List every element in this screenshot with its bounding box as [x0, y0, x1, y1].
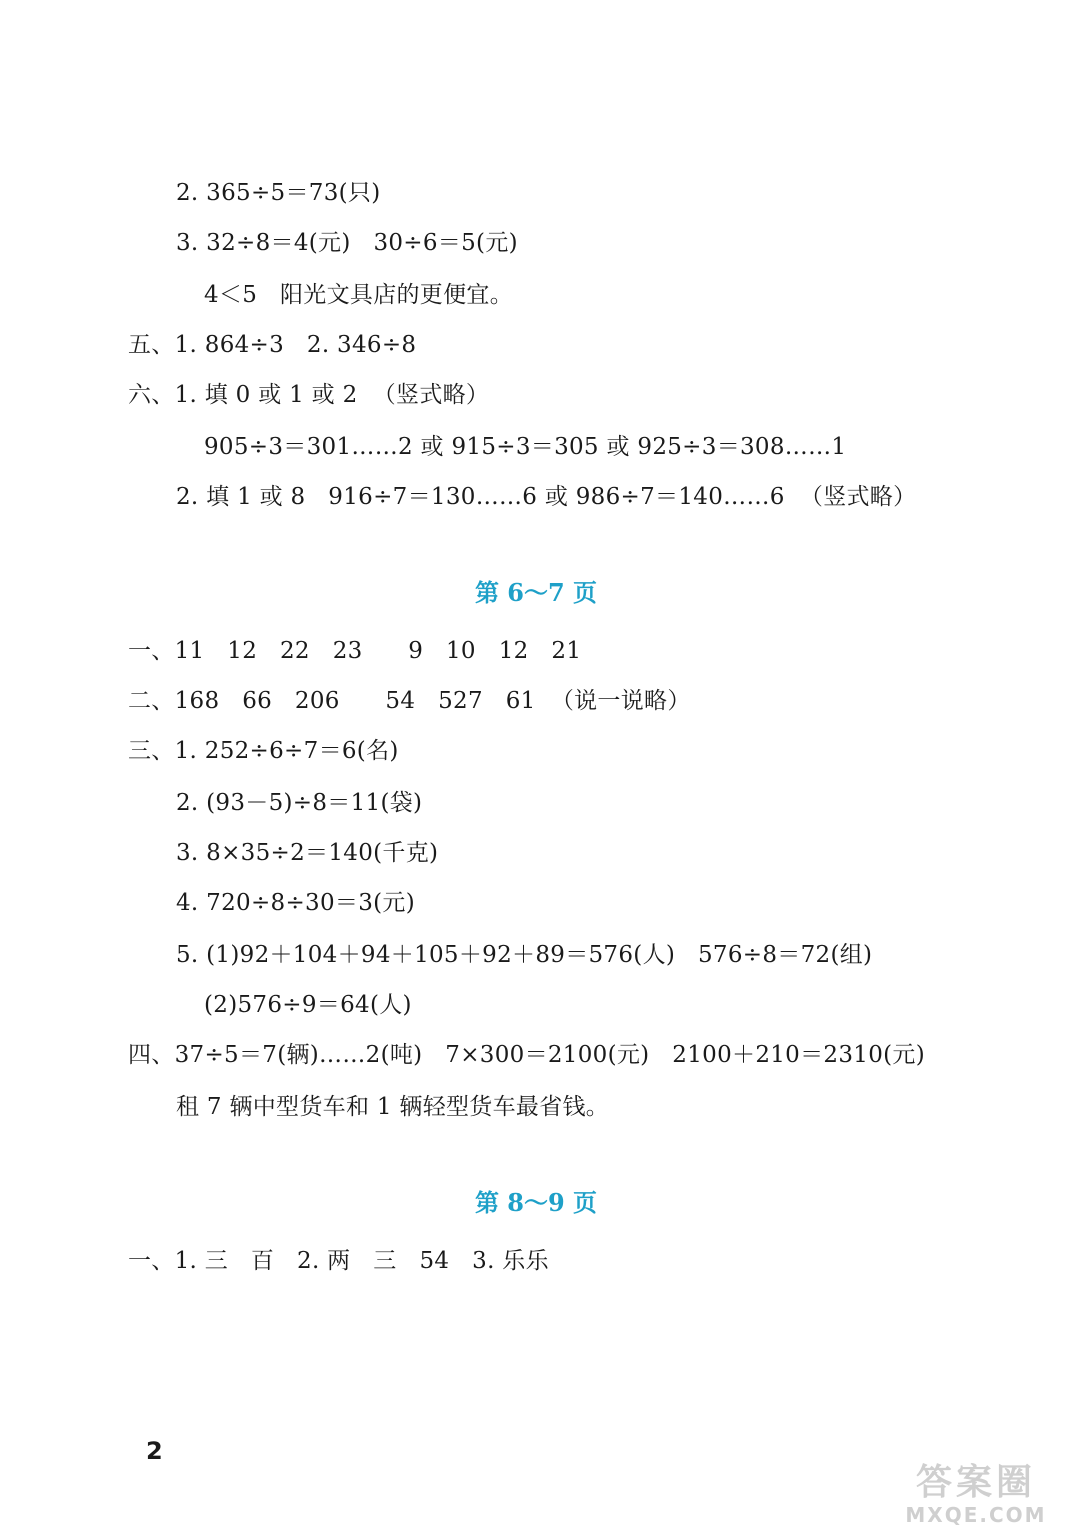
answer-line: 2. 365÷5＝73(只) [176, 180, 381, 206]
answer-line: 五、1. 864÷3 2. 346÷8 [128, 332, 417, 358]
answer-line: (2)576÷9＝64(人) [204, 992, 412, 1018]
answer-line: 905÷3＝301……2 或 915÷3＝305 或 925÷3＝308……1 [204, 434, 847, 460]
answer-line: 一、1. 三 百 2. 两 三 54 3. 乐乐 [128, 1248, 549, 1274]
answer-line: 5. (1)92＋104＋94＋105＋92＋89＝576(人) 576÷8＝72(组) [176, 942, 873, 968]
watermark-url: MXQE.COM [905, 1503, 1047, 1527]
answer-line: 二、168 66 206 54 527 61 （说一说略） [128, 688, 691, 714]
answer-line: 3. 32÷8＝4(元) 30÷6＝5(元) [176, 230, 518, 256]
answer-line: 4＜5 阳光文具店的更便宜。 [204, 282, 513, 308]
answer-line: 2. (93－5)÷8＝11(袋) [176, 790, 423, 816]
answer-line: 三、1. 252÷6÷7＝6(名) [128, 738, 399, 764]
answer-line: 3. 8×35÷2＝140(千克) [176, 840, 439, 866]
section-heading-6-7: 第 6～7 页 [474, 578, 598, 607]
answer-line: 一、11 12 22 23 9 10 12 21 [128, 638, 582, 664]
watermark-logo [886, 1462, 1066, 1532]
watermark-title: 答案圈 [915, 1462, 1036, 1503]
page-number: 2 [146, 1437, 163, 1465]
answer-line: 4. 720÷8÷30＝3(元) [176, 890, 415, 916]
answer-line: 租 7 辆中型货车和 1 辆轻型货车最省钱。 [176, 1094, 610, 1120]
answer-line: 2. 填 1 或 8 916÷7＝130……6 或 986÷7＝140……6 （竖式略） [176, 484, 917, 510]
answer-line: 四、37÷5＝7(辆)……2(吨) 7×300＝2100(元) 2100＋210＝2310(元) [128, 1042, 925, 1068]
answer-line: 六、1. 填 0 或 1 或 2 （竖式略） [128, 382, 490, 408]
section-heading-8-9: 第 8～9 页 [474, 1188, 598, 1217]
